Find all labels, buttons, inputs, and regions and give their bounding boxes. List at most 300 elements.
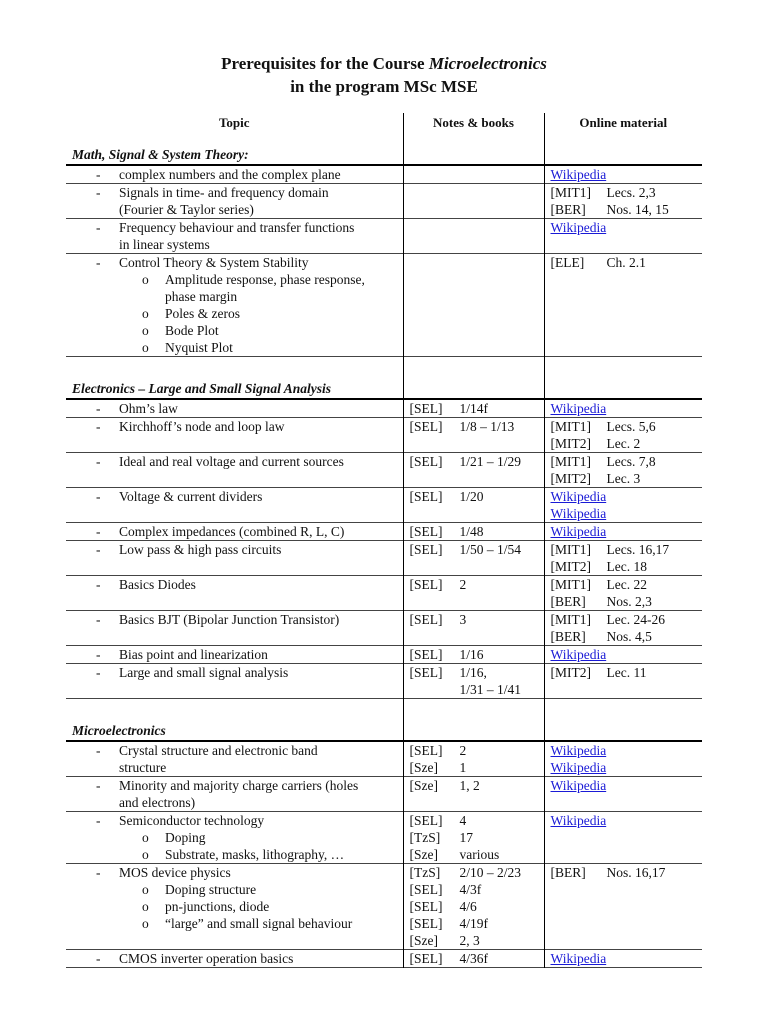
topic-cell (66, 741, 403, 777)
sub-item (66, 915, 403, 932)
ref-label: [SEL] (409, 524, 443, 539)
dash-bullet: - (96, 454, 101, 469)
sub-item (66, 846, 403, 863)
sub-text: Doping (165, 830, 206, 845)
topic-cell (66, 399, 403, 418)
online-ref (551, 453, 703, 470)
online-cell (544, 611, 702, 646)
notes-cell (403, 541, 544, 576)
ref-value: Lecs. 2,3 (606, 185, 656, 200)
notes-cell (403, 950, 544, 968)
section-title: Microelectronics (72, 723, 166, 738)
online-ref (551, 864, 703, 881)
ref-label: [SEL] (409, 489, 443, 504)
dash-bullet: - (96, 743, 101, 758)
notes-cell (403, 418, 544, 453)
topic-cell (66, 864, 403, 950)
ref-label: [MIT2] (550, 559, 591, 574)
circle-bullet: o (142, 323, 149, 338)
page-subtitle: in the program MSc MSE (290, 77, 478, 96)
ref-label: [SEL] (409, 813, 443, 828)
online-cell (544, 541, 702, 576)
ref-label: [BER] (550, 202, 586, 217)
sub-text: Poles & zeros (165, 306, 240, 321)
wikipedia-link[interactable]: Wikipedia (550, 401, 607, 416)
online-cell (544, 812, 702, 864)
online-link-line (551, 505, 703, 522)
topic-line (66, 777, 403, 794)
table-row (66, 611, 702, 646)
section-header-micro (66, 713, 702, 741)
online-ref (551, 541, 703, 558)
sub-text: Bode Plot (165, 323, 219, 338)
topic-line-cont: (Fourier & Taylor series) (119, 202, 254, 217)
wikipedia-link[interactable]: Wikipedia (550, 778, 607, 793)
online-link-line (551, 950, 703, 967)
notes-ref (410, 576, 544, 593)
topic-text: Basics BJT (Bipolar Junction Transistor) (119, 612, 340, 627)
topic-line (66, 523, 403, 540)
wikipedia-link[interactable]: Wikipedia (550, 647, 607, 662)
topic-cell (66, 418, 403, 453)
online-cell (544, 664, 702, 699)
online-cell (544, 165, 702, 184)
topic-line (66, 950, 403, 967)
spacer-row (66, 357, 702, 372)
topic-text: complex numbers and the complex plane (119, 167, 341, 182)
online-link-line (551, 523, 703, 540)
online-ref (551, 664, 703, 681)
ref-label: [TzS] (409, 865, 441, 880)
dash-bullet: - (96, 524, 101, 539)
table-row (66, 165, 702, 184)
ref-label: [SEL] (409, 612, 443, 627)
ref-label: [MIT1] (550, 185, 591, 200)
sub-text: Amplitude response, phase response, (165, 272, 365, 287)
title-course: Microelectronics (428, 54, 547, 73)
ref-label: [BER] (550, 865, 586, 880)
topic-line (66, 254, 403, 271)
online-cell (544, 219, 702, 254)
ref-value: 1/31 – 1/41 (459, 682, 522, 697)
topic-text: CMOS inverter operation basics (119, 951, 294, 966)
topic-text: Low pass & high pass circuits (119, 542, 282, 557)
notes-cell (403, 864, 544, 950)
topic-line (66, 611, 403, 628)
topic-line (66, 864, 403, 881)
topic-text: Large and small signal analysis (119, 665, 289, 680)
topic-text: Minority and majority charge carriers (holes (119, 778, 359, 793)
page-title (0, 53, 768, 75)
table-row (66, 488, 702, 523)
ref-value: Nos. 16,17 (606, 865, 666, 880)
online-ref (551, 254, 703, 271)
topic-line (66, 541, 403, 558)
notes-ref (410, 898, 544, 915)
topic-cell (66, 611, 403, 646)
ref-value: Ch. 2.1 (606, 255, 646, 270)
notes-ref (410, 881, 544, 898)
dash-bullet: - (96, 665, 101, 680)
table-row (66, 541, 702, 576)
table-row (66, 399, 702, 418)
topic-cell (66, 453, 403, 488)
wikipedia-link[interactable]: Wikipedia (550, 220, 607, 235)
ref-value: Lec. 18 (606, 559, 647, 574)
notes-cell (403, 812, 544, 864)
sub-item (66, 881, 403, 898)
ref-label: [SEL] (409, 454, 443, 469)
ref-value: Nos. 14, 15 (606, 202, 669, 217)
ref-value: 1/20 (459, 489, 484, 504)
online-link-line (551, 166, 703, 183)
wikipedia-link[interactable]: Wikipedia (550, 743, 607, 758)
online-ref (551, 470, 703, 487)
dash-bullet: - (96, 542, 101, 557)
sub-item (66, 288, 403, 305)
sub-item (66, 271, 403, 288)
ref-label: [MIT1] (550, 542, 591, 557)
online-cell (544, 418, 702, 453)
ref-value: 1/8 – 1/13 (459, 419, 515, 434)
online-cell (544, 488, 702, 523)
online-cell (544, 741, 702, 777)
ref-label: [MIT2] (550, 436, 591, 451)
ref-value: 4/3f (459, 882, 482, 897)
online-link-line (551, 777, 703, 794)
notes-ref (410, 646, 544, 663)
ref-label: [Sze] (409, 847, 438, 862)
topic-text: Bias point and linearization (119, 647, 268, 662)
dash-bullet: - (96, 813, 101, 828)
ref-value: Lecs. 7,8 (606, 454, 656, 469)
notes-ref (410, 759, 544, 776)
table-row (66, 184, 702, 219)
dash-bullet: - (96, 577, 101, 592)
ref-label: [MIT2] (550, 665, 591, 680)
ref-value: Lec. 24-26 (606, 612, 665, 627)
ref-label: [Sze] (409, 778, 438, 793)
sub-text: “large” and small signal behaviour (165, 916, 353, 931)
notes-cell (403, 165, 544, 184)
ref-label: [SEL] (409, 542, 443, 557)
online-cell (544, 950, 702, 968)
topic-cell (66, 523, 403, 541)
circle-bullet: o (142, 272, 149, 287)
notes-ref (410, 488, 544, 505)
online-ref (551, 593, 703, 610)
ref-value: Nos. 4,5 (606, 629, 652, 644)
notes-ref (410, 418, 544, 435)
ref-label: [MIT1] (550, 612, 591, 627)
ref-label: [Sze] (409, 933, 438, 948)
circle-bullet: o (142, 882, 149, 897)
topic-line (66, 742, 403, 759)
topic-line (66, 664, 403, 681)
notes-ref (410, 541, 544, 558)
topic-line (66, 400, 403, 417)
table-row (66, 576, 702, 611)
topic-cell (66, 950, 403, 968)
online-cell (544, 184, 702, 219)
topic-text: Ideal and real voltage and current sources (119, 454, 344, 469)
topic-text: Crystal structure and electronic band (119, 743, 318, 758)
topic-text: Ohm’s law (119, 401, 178, 416)
notes-cell (403, 219, 544, 254)
ref-value: 3 (459, 612, 467, 627)
table-row (66, 254, 702, 357)
wikipedia-link[interactable]: Wikipedia (550, 813, 607, 828)
notes-cell (403, 576, 544, 611)
table-row (66, 453, 702, 488)
ref-value: 4 (459, 813, 467, 828)
circle-bullet: o (142, 306, 149, 321)
sub-item (66, 305, 403, 322)
topic-cell (66, 646, 403, 664)
table-row (66, 864, 702, 950)
topic-line (66, 219, 403, 236)
topic-line (66, 418, 403, 435)
notes-cont (410, 681, 544, 698)
circle-bullet: o (142, 899, 149, 914)
online-ref (551, 611, 703, 628)
ref-label: [SEL] (409, 951, 443, 966)
online-ref (551, 201, 703, 218)
topic-line (66, 166, 403, 183)
topic-text: Voltage & current dividers (119, 489, 263, 504)
notes-ref (410, 777, 544, 794)
ref-value: 2 (459, 743, 467, 758)
sub-item (66, 322, 403, 339)
topic-line (66, 812, 403, 829)
online-cell (544, 646, 702, 664)
dash-bullet: - (96, 951, 101, 966)
notes-ref (410, 932, 544, 949)
online-cell (544, 523, 702, 541)
topic-line-cont: structure (119, 760, 167, 775)
sub-text: Substrate, masks, lithography, … (165, 847, 345, 862)
notes-cell (403, 741, 544, 777)
sub-item (66, 339, 403, 356)
ref-value: 4/19f (459, 916, 488, 931)
header-online: Online material (544, 113, 702, 137)
circle-bullet: o (142, 830, 149, 845)
notes-ref (410, 664, 544, 681)
online-ref (551, 558, 703, 575)
online-link-line (551, 646, 703, 663)
header-notes: Notes & books (403, 113, 544, 137)
dash-bullet: - (96, 419, 101, 434)
table-row (66, 741, 702, 777)
notes-ref (410, 812, 544, 829)
ref-label: [MIT1] (550, 454, 591, 469)
dash-bullet: - (96, 167, 101, 182)
ref-label: [SEL] (409, 743, 443, 758)
table-row (66, 950, 702, 968)
table-row (66, 777, 702, 812)
ref-value: 1/21 – 1/29 (459, 454, 522, 469)
notes-ref (410, 950, 544, 967)
ref-value: 1/50 – 1/54 (459, 542, 522, 557)
dash-bullet: - (96, 401, 101, 416)
topic-text: Frequency behaviour and transfer functions (119, 220, 355, 235)
ref-label: [ELE] (550, 255, 585, 270)
topic-cell (66, 541, 403, 576)
topic-text: Kirchhoff’s node and loop law (119, 419, 285, 434)
dash-bullet: - (96, 865, 101, 880)
notes-ref (410, 611, 544, 628)
notes-cell (403, 399, 544, 418)
topic-text: Control Theory & System Stability (119, 255, 309, 270)
ref-value: Lec. 11 (606, 665, 647, 680)
wikipedia-link[interactable]: Wikipedia (550, 951, 607, 966)
online-cell (544, 576, 702, 611)
ref-value: 1/16 (459, 647, 484, 662)
ref-label: [SEL] (409, 419, 443, 434)
section-header-math (66, 137, 702, 165)
ref-label: [SEL] (409, 899, 443, 914)
ref-value: 2/10 – 2/23 (459, 865, 522, 880)
online-cell (544, 777, 702, 812)
notes-ref (410, 864, 544, 881)
online-ref (551, 435, 703, 452)
notes-ref (410, 400, 544, 417)
table-row (66, 646, 702, 664)
circle-bullet: o (142, 916, 149, 931)
table-row (66, 664, 702, 699)
ref-label: [SEL] (409, 401, 443, 416)
ref-value: 1/16, (459, 665, 487, 680)
ref-label: [SEL] (409, 577, 443, 592)
topic-line (66, 184, 403, 201)
dash-bullet: - (96, 778, 101, 793)
topic-text: Basics Diodes (119, 577, 196, 592)
ref-label: [SEL] (409, 916, 443, 931)
ref-label: [Sze] (409, 760, 438, 775)
header-topic: Topic (218, 115, 250, 130)
wikipedia-link[interactable]: Wikipedia (550, 524, 607, 539)
wikipedia-link[interactable]: Wikipedia (550, 167, 607, 182)
ref-value: Lec. 3 (606, 471, 641, 486)
online-link-line (551, 219, 703, 236)
ref-value: 2 (459, 577, 467, 592)
ref-label: [SEL] (409, 647, 443, 662)
ref-label: [SEL] (409, 882, 443, 897)
notes-cell (403, 777, 544, 812)
sub-item (66, 829, 403, 846)
topic-cell (66, 812, 403, 864)
sub-text: phase margin (165, 289, 238, 304)
topic-cell (66, 576, 403, 611)
ref-value: 17 (459, 830, 473, 845)
ref-value: Lecs. 5,6 (606, 419, 656, 434)
online-link-line (551, 759, 703, 776)
circle-bullet: o (142, 340, 149, 355)
ref-value: Nos. 2,3 (606, 594, 652, 609)
sub-text: Doping structure (165, 882, 257, 897)
table-row (66, 812, 702, 864)
ref-value: 1/48 (459, 524, 484, 539)
online-cell (544, 453, 702, 488)
notes-cell (403, 646, 544, 664)
ref-label: [MIT1] (550, 419, 591, 434)
online-link-line (551, 400, 703, 417)
topic-cell (66, 254, 403, 357)
topic-text: MOS device physics (119, 865, 231, 880)
online-cell (544, 254, 702, 357)
online-cell (544, 864, 702, 950)
ref-value: 4/36f (459, 951, 488, 966)
ref-value: Lec. 22 (606, 577, 647, 592)
wikipedia-link[interactable]: Wikipedia (550, 760, 607, 775)
online-link-line (551, 812, 703, 829)
section-title: Math, Signal & System Theory: (72, 147, 249, 162)
table-row (66, 523, 702, 541)
online-ref (551, 184, 703, 201)
topic-cell (66, 777, 403, 812)
dash-bullet: - (96, 647, 101, 662)
ref-value: 2, 3 (459, 933, 480, 948)
topic-cell (66, 219, 403, 254)
table-row (66, 219, 702, 254)
wikipedia-link[interactable]: Wikipedia (550, 506, 607, 521)
circle-bullet: o (142, 847, 149, 862)
table-row (66, 418, 702, 453)
notes-cell (403, 184, 544, 219)
topic-line-cont: in linear systems (119, 237, 210, 252)
topic-line-cont: and electrons) (119, 795, 196, 810)
online-ref (551, 628, 703, 645)
topic-cell (66, 488, 403, 523)
ref-value: Lecs. 16,17 (606, 542, 670, 557)
sub-text: pn-junctions, diode (165, 899, 270, 914)
ref-value: various (459, 847, 500, 862)
section-header-electronics (66, 371, 702, 399)
topic-text: Complex impedances (combined R, L, C) (119, 524, 345, 539)
notes-ref (410, 523, 544, 540)
ref-label: [MIT2] (550, 471, 591, 486)
dash-bullet: - (96, 220, 101, 235)
notes-cell (403, 488, 544, 523)
sub-item (66, 898, 403, 915)
notes-cell (403, 523, 544, 541)
dash-bullet: - (96, 612, 101, 627)
wikipedia-link[interactable]: Wikipedia (550, 489, 607, 504)
dash-bullet: - (96, 255, 101, 270)
ref-label: [BER] (550, 629, 586, 644)
topic-line (66, 453, 403, 470)
topic-cell (66, 184, 403, 219)
ref-label: [TzS] (409, 830, 441, 845)
section-title: Electronics – Large and Small Signal Analysis (72, 381, 332, 396)
notes-ref (410, 829, 544, 846)
dash-bullet: - (96, 185, 101, 200)
notes-ref (410, 846, 544, 863)
ref-value: 4/6 (459, 899, 477, 914)
topic-line (66, 646, 403, 663)
title-prefix: Prerequisites for the Course (221, 54, 429, 73)
topic-text: Semiconductor technology (119, 813, 265, 828)
online-ref (551, 418, 703, 435)
notes-ref (410, 742, 544, 759)
notes-cell (403, 664, 544, 699)
online-ref (551, 576, 703, 593)
ref-value: 1, 2 (459, 778, 480, 793)
notes-cell (403, 611, 544, 646)
topic-text: Signals in time- and frequency domain (119, 185, 329, 200)
ref-label: [BER] (550, 594, 586, 609)
ref-value: 1/14f (459, 401, 488, 416)
